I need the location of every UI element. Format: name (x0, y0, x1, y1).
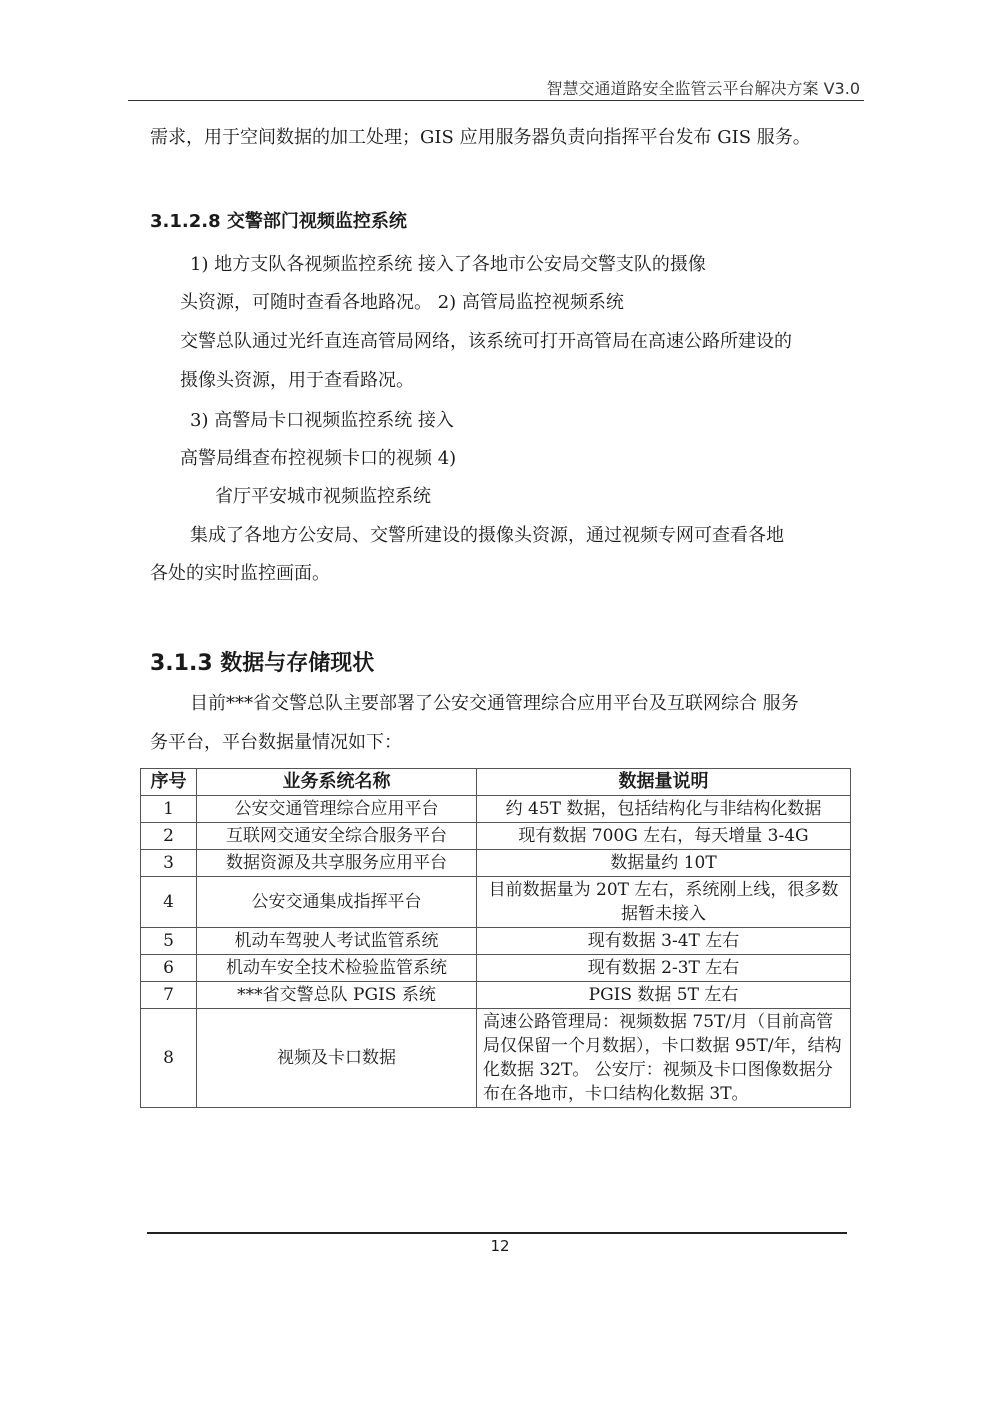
table-cell: 约 45T 数据，包括结构化与非结构化数据 (477, 796, 851, 823)
paragraph-line: 务平台，平台数据量情况如下： (150, 732, 402, 753)
table-cell: 机动车驾驶人考试监管系统 (197, 928, 477, 955)
column-header: 业务系统名称 (197, 769, 477, 796)
data-volume-table (140, 768, 851, 1108)
paragraph-line: 高警局缉查布控视频卡口的视频 4) (180, 448, 457, 469)
table-cell: PGIS 数据 5T 左右 (477, 982, 851, 1009)
table-cell: ***省交警总队 PGIS 系统 (197, 982, 477, 1009)
paragraph-line: 3) 高警局卡口视频监控系统 接入 (190, 410, 454, 431)
column-header: 数据量说明 (477, 769, 851, 796)
table-row (141, 955, 851, 982)
table-cell: 机动车安全技术检验监管系统 (197, 955, 477, 982)
table-cell: 数据量约 10T (477, 850, 851, 877)
table-cell: 6 (141, 955, 197, 982)
paragraph-line: 头资源，可随时查看各地路况。 2) 高管局监控视频系统 (180, 292, 624, 313)
table-cell: 高速公路管理局：视频数据 75T/月（目前高管局仅保留一个月数据），卡口数据 95T/年，结构化数据 32T。 公安厅：视频及卡口图像数据分布在各地市，卡口结构化数据 3T。 (477, 1009, 851, 1108)
header-divider (128, 100, 864, 101)
paragraph-line: 集成了各地方公安局、交警所建设的摄像头资源，通过视频专网可查看各地 (190, 525, 784, 546)
table-cell: 2 (141, 823, 197, 850)
table-cell: 8 (141, 1009, 197, 1108)
paragraph-line: 需求，用于空间数据的加工处理；GIS 应用服务器负责向指挥平台发布 GIS 服务。 (150, 127, 811, 148)
header-title: 智慧交通道路安全监管云平台解决方案 V3.0 (546, 79, 860, 98)
table-cell: 公安交通管理综合应用平台 (197, 796, 477, 823)
paragraph-line: 各处的实时监控画面。 (150, 563, 330, 584)
table-cell: 现有数据 700G 左右，每天增量 3-4G (477, 823, 851, 850)
table-cell: 1 (141, 796, 197, 823)
paragraph-line: 目前***省交警总队主要部署了公安交通管理综合应用平台及互联网综合 服务 (190, 693, 799, 714)
table-cell: 数据资源及共享服务应用平台 (197, 850, 477, 877)
table-header-row (141, 769, 851, 796)
footer-divider (147, 1232, 847, 1234)
section-heading-3128: 3.1.2.8 交警部门视频监控系统 (150, 211, 407, 232)
table-cell: 现有数据 3-4T 左右 (477, 928, 851, 955)
table-cell: 目前数据量为 20T 左右，系统刚上线，很多数据暂未接入 (477, 877, 851, 928)
table-cell: 3 (141, 850, 197, 877)
paragraph-line: 摄像头资源，用于查看路况。 (180, 370, 414, 391)
table-cell: 互联网交通安全综合服务平台 (197, 823, 477, 850)
page-number: 12 (490, 1237, 510, 1255)
table-cell: 现有数据 2-3T 左右 (477, 955, 851, 982)
table-cell: 7 (141, 982, 197, 1009)
table-row (141, 823, 851, 850)
table-row (141, 850, 851, 877)
paragraph-line: 交警总队通过光纤直连高管局网络，该系统可打开高管局在高速公路所建设的 (180, 331, 792, 352)
table-cell: 5 (141, 928, 197, 955)
paragraph-line: 省厅平安城市视频监控系统 (215, 486, 431, 507)
table-row (141, 877, 851, 928)
table-cell: 公安交通集成指挥平台 (197, 877, 477, 928)
column-header: 序号 (141, 769, 197, 796)
section-heading-313: 3.1.3 数据与存储现状 (150, 651, 375, 676)
table-row (141, 1009, 851, 1108)
paragraph-line: 1) 地方支队各视频监控系统 接入了各地市公安局交警支队的摄像 (190, 254, 706, 275)
table-cell: 视频及卡口数据 (197, 1009, 477, 1108)
table-row (141, 796, 851, 823)
table-cell: 4 (141, 877, 197, 928)
table-row (141, 928, 851, 955)
table-row (141, 982, 851, 1009)
